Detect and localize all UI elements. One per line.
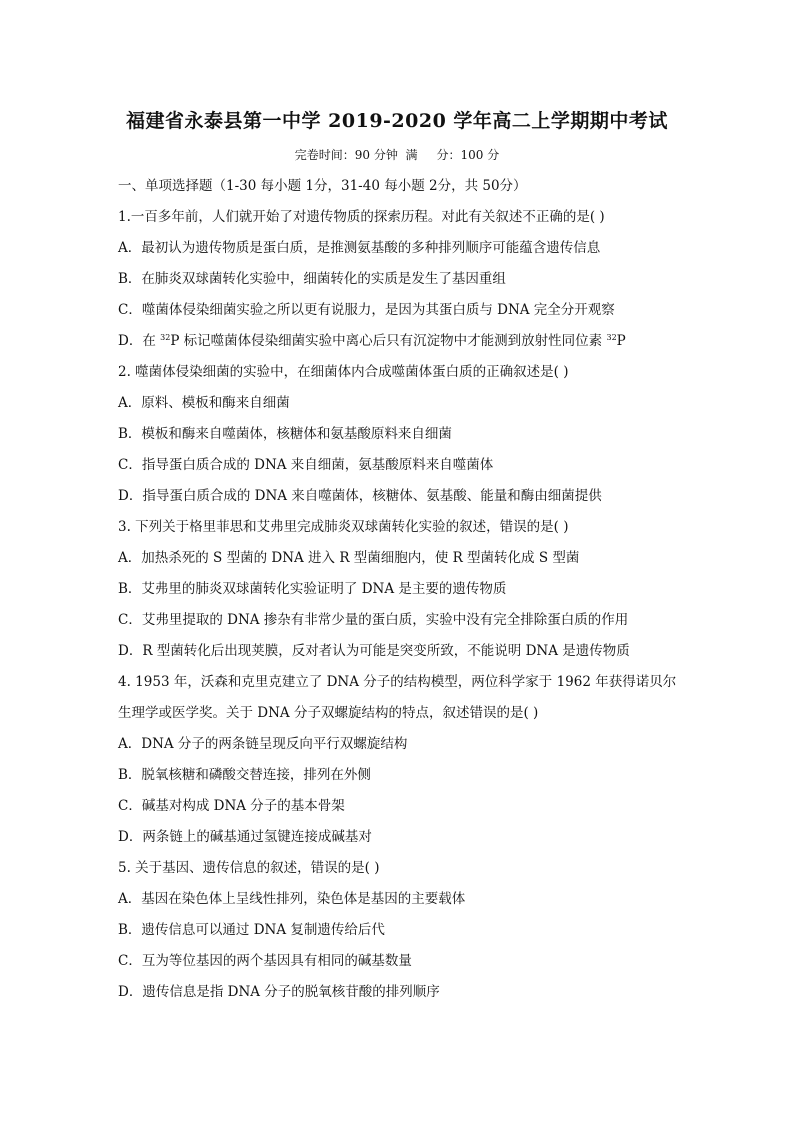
section-heading: 一、单项选择题（1-30 每小题 1分，31-40 每小题 2分，共 50分）: [118, 178, 527, 194]
question-option: [118, 330, 718, 361]
question-option: D．遗传信息是指 DNA 分子的脱氧核苷酸的排列顺序: [118, 984, 440, 1000]
question-stem: 2. 噬菌体侵染细菌的实验中，在细菌体内合成噬菌体蛋白质的正确叙述是( ): [118, 364, 569, 380]
question-option: C．互为等位基因的两个基因具有相同的碱基数量: [118, 953, 412, 969]
question-stem: 4. 1953 年，沃森和克里克建立了 DNA 分子的结构模型，两位科学家于 1962 年获得诺贝尔: [118, 674, 677, 690]
question-option: C．噬菌体侵染细菌实验之所以更有说服力，是因为其蛋白质与 DNA 完全分开观察: [118, 302, 615, 318]
option-text: D．在: [118, 333, 161, 349]
question-stem: 1.一百多年前，人们就开始了对遗传物质的探索历程。对此有关叙述不正确的是( ): [118, 209, 605, 225]
question-option: C．艾弗里提取的 DNA 掺杂有非常少量的蛋白质，实验中没有完全排除蛋白质的作用: [118, 612, 629, 628]
question-option: B．艾弗里的肺炎双球菌转化实验证明了 DNA 是主要的遗传物质: [118, 581, 507, 597]
question-1: [118, 206, 718, 361]
question-option: A．加热杀死的 S 型菌的 DNA 进入 R 型菌细胞内，使 R 型菌转化成 S 型菌: [118, 550, 580, 566]
question-option: C．指导蛋白质合成的 DNA 来自细菌，氨基酸原料来自噬菌体: [118, 457, 494, 473]
option-text: P: [616, 333, 626, 349]
question-stem: 3. 下列关于格里菲思和艾弗里完成肺炎双球菌转化实验的叙述，错误的是( ): [118, 519, 569, 535]
option-text: P 标记噬菌体侵染细菌实验中离心后只有沉淀物中才能测到放射性同位素: [170, 333, 607, 349]
question-option: A．原料、模板和酶来自细菌: [118, 395, 290, 411]
question-option: B．在肺炎双球菌转化实验中，细菌转化的实质是发生了基因重组: [118, 271, 506, 287]
question-option: B．遗传信息可以通过 DNA 复制遗传给后代: [118, 922, 385, 938]
question-option: D．R 型菌转化后出现荚膜，反对者认为可能是突变所致，不能说明 DNA 是遗传物质: [118, 643, 630, 659]
question-option: A．基因在染色体上呈线性排列，染色体是基因的主要载体: [118, 891, 466, 907]
question-option: B．脱氧核糖和磷酸交替连接，排列在外侧: [118, 767, 371, 783]
isotope-superscript: 32: [160, 333, 171, 342]
question-option: C．碱基对构成 DNA 分子的基本骨架: [118, 798, 345, 814]
exam-meta: 完卷时间：90 分钟 满 分：100 分: [294, 148, 500, 162]
isotope-superscript: 32: [606, 333, 617, 342]
question-option: D．两条链上的碱基通过氢键连接成碱基对: [118, 829, 372, 845]
question-3: [118, 516, 718, 671]
question-5: [118, 857, 718, 1012]
question-option: A．最初认为遗传物质是蛋白质，是推测氨基酸的多种排列顺序可能蕴含遗传信息: [118, 240, 601, 256]
question-option: B．模板和酶来自噬菌体，核糖体和氨基酸原料来自细菌: [118, 426, 452, 442]
question-4: [118, 671, 718, 857]
question-stem: 生理学或医学奖。关于 DNA 分子双螺旋结构的特点，叙述错误的是( ): [118, 705, 539, 721]
question-2: [118, 361, 718, 516]
question-option: A．DNA 分子的两条链呈现反向平行双螺旋结构: [118, 736, 408, 752]
question-stem: 5. 关于基因、遗传信息的叙述，错误的是( ): [118, 860, 380, 876]
exam-title: 福建省永泰县第一中学 2019-2020 学年高二上学期期中考试: [126, 110, 668, 132]
exam-content: [118, 175, 718, 1012]
question-option: D．指导蛋白质合成的 DNA 来自噬菌体，核糖体、氨基酸、能量和酶由细菌提供: [118, 488, 602, 504]
